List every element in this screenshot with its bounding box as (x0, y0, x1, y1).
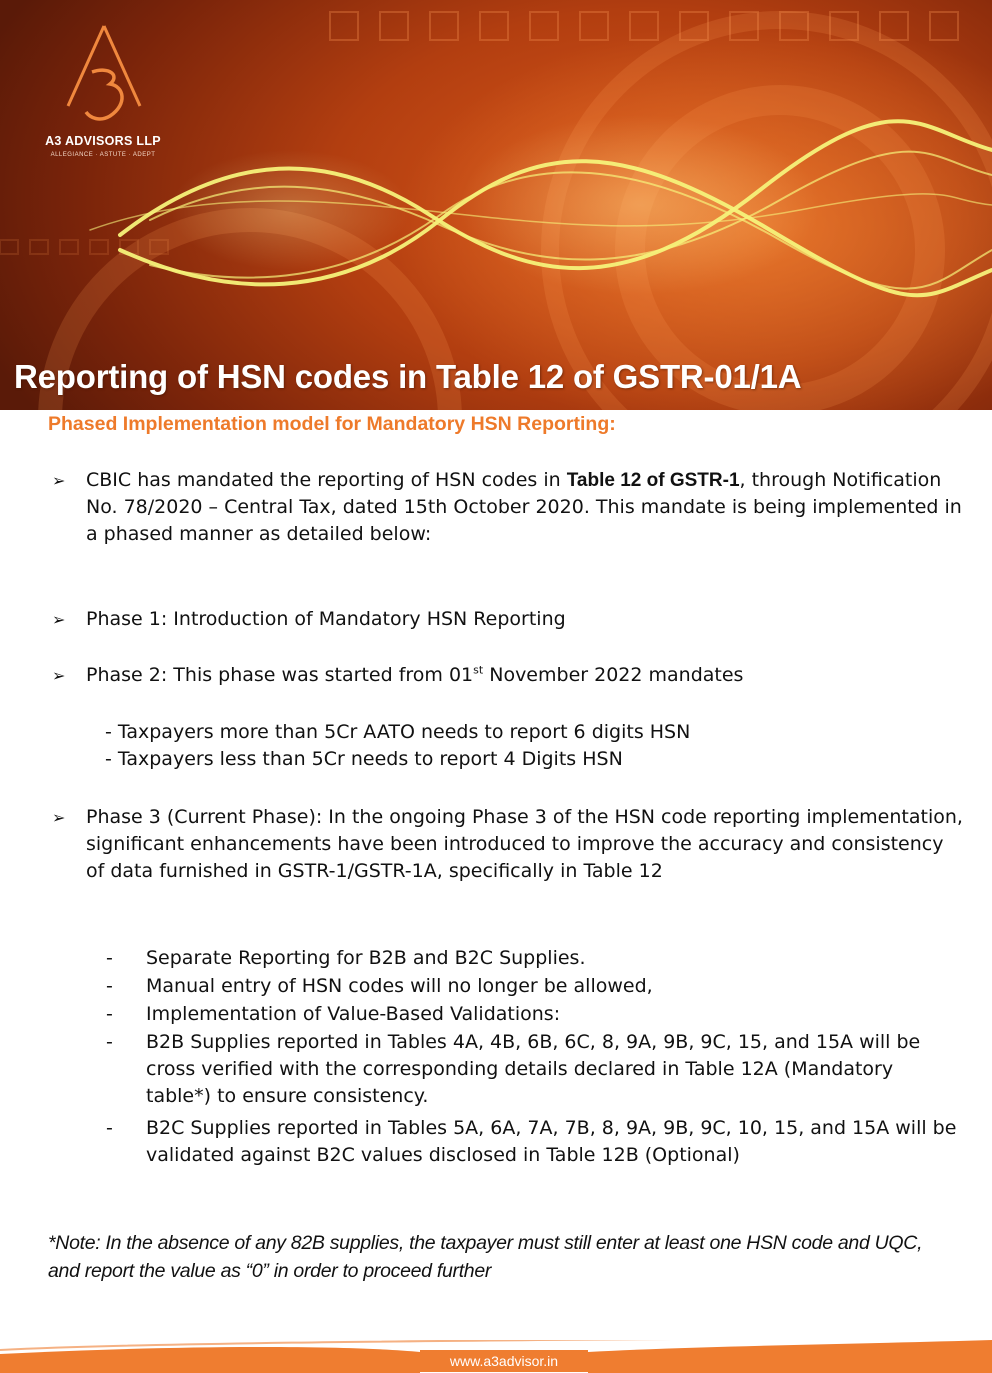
arrow-bullet-icon: ➢ (52, 808, 66, 827)
bullet-text: Phase 2: This phase was started from 01st November 2022 mandates (86, 663, 744, 686)
arrow-bullet-icon: ➢ (52, 610, 66, 629)
arrow-bullet-icon: ➢ (52, 471, 66, 490)
section-subtitle: Phased Implementation model for Mandatory HSN Reporting: (48, 413, 616, 435)
arrow-bullet-icon: ➢ (52, 666, 66, 685)
bullet-text: Phase 1: Introduction of Mandatory HSN Reporting (86, 608, 566, 630)
a3-logo-icon (58, 20, 150, 132)
bullet-text: Phase 3 (Current Phase): In the ongoing Phase 3 of the HSN code reporting implementation, significant enhancements have been introduced to improve the accuracy and consistency of data furnished in GSTR-1/GSTR-1A, specifically in Table 12 (86, 806, 963, 882)
footnote: *Note: In the absence of any 82B supplies, the taxpayer must still enter at least one HSN code and UQC, and report the value as “0” in order to proceed further (48, 1232, 923, 1282)
logo-tagline: ALLEGIANCE · ASTUTE · ADEPT (50, 152, 156, 158)
phase2-line: - Taxpayers more than 5Cr AATO needs to report 6 digits HSN (105, 721, 691, 743)
phase2-line: - Taxpayers less than 5Cr needs to report 4 Digits HSN (105, 748, 623, 770)
bullet-text: CBIC has mandated the reporting of HSN codes in Table 12 of GSTR-1, through Notification No. 78/2020 – Central Tax, dated 15th October 2020. This mandate is being implemented in a phased manner as detailed below: (86, 469, 962, 545)
company-logo (28, 20, 178, 170)
logo-company-name: A3 ADVISORS LLP (45, 134, 161, 148)
website-link[interactable]: www.a3advisor.in (420, 1350, 588, 1372)
header-banner (0, 0, 992, 410)
table-reference: Table 12 of GSTR-1 (566, 470, 740, 491)
page-title: Reporting of HSN codes in Table 12 of GSTR-01/1A (14, 358, 802, 395)
